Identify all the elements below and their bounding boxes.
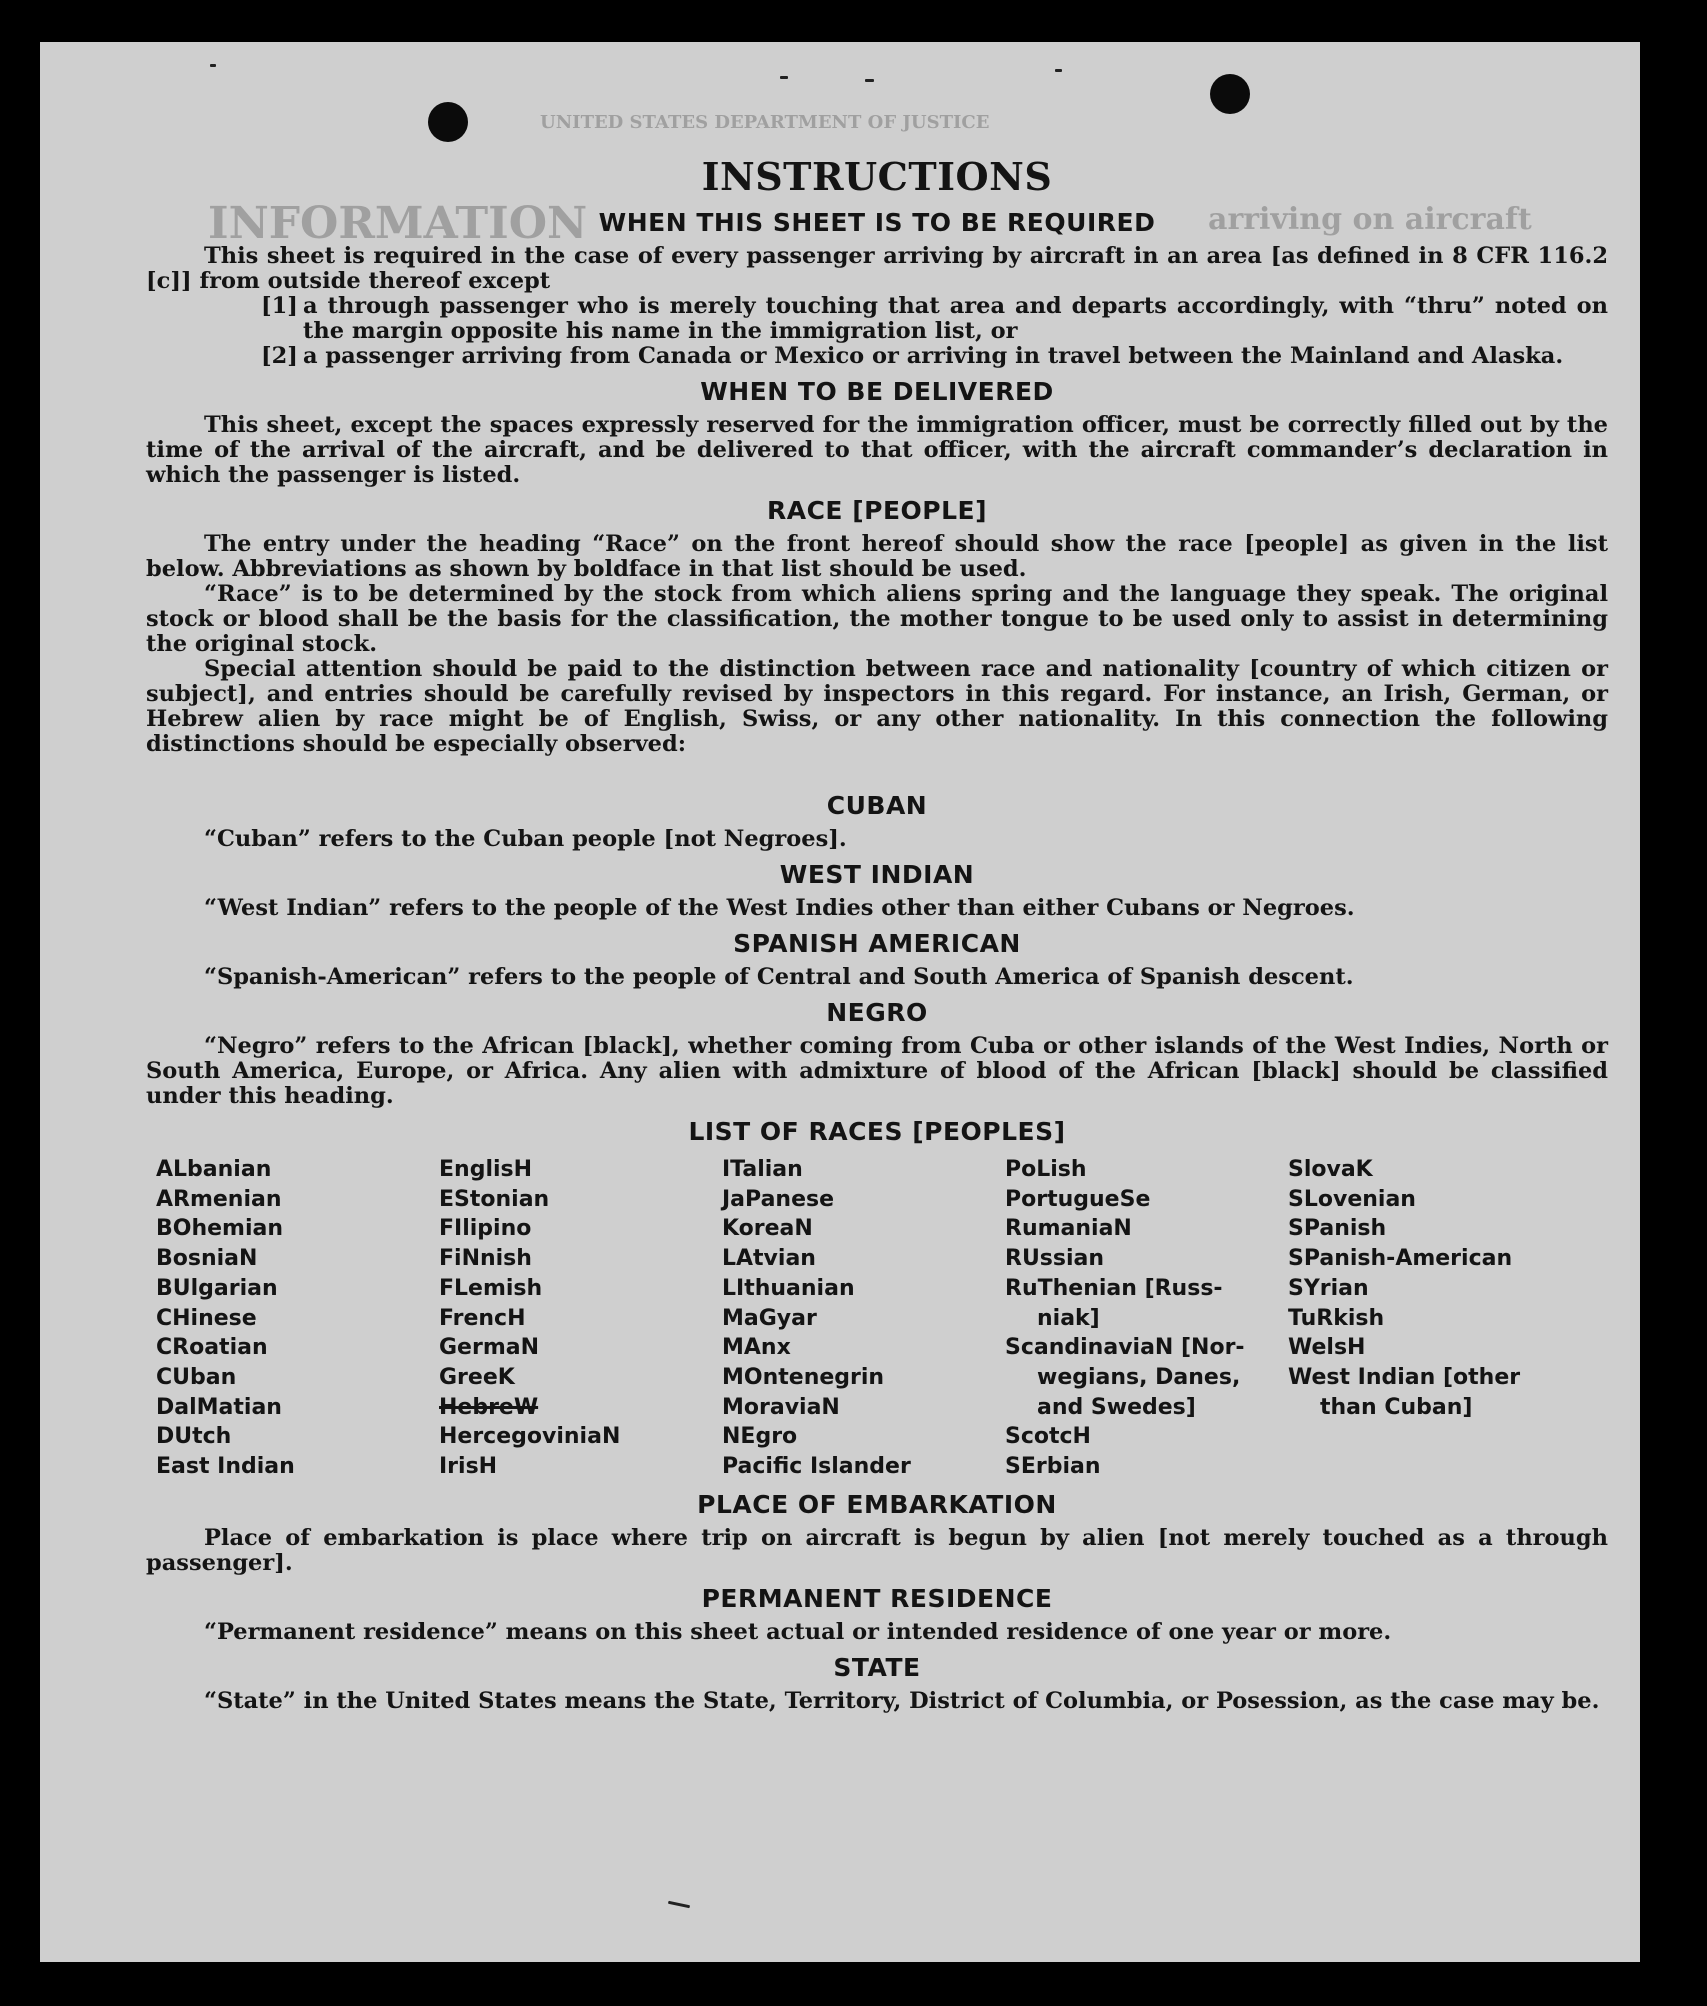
race-entry: CRoatian (156, 1335, 268, 1361)
race-entry: MOntenegrin (722, 1364, 885, 1390)
races-column-4 (1005, 1155, 1288, 1482)
speck (210, 64, 216, 67)
speck (668, 1901, 690, 1909)
negro-text: “Negro” refers to the African [black], whether coming from Cuba or other islands of the West Indies, North or South America, Europe, or Africa. Any alien with admixture of blood of the African [black] should be classified under this heading. (146, 1033, 1608, 1109)
embarkation-text: Place of embarkation is place where trip on aircraft is begun by alien [not merely touched as a through passenger]. (146, 1524, 1608, 1576)
race-entry: BosniaN (156, 1246, 258, 1272)
race-entry: SLovenian (1288, 1186, 1416, 1212)
instructions-content (146, 154, 1608, 1714)
race-entry-struck: HebreW (439, 1394, 539, 1420)
spanish-american-text: “Spanish-American” refers to the people of Central and South America of Spanish descent. (204, 964, 1354, 990)
race-entry-continuation: and Swedes] (1037, 1394, 1196, 1420)
race-entry: FiNnish (439, 1246, 532, 1272)
heading-list-of-races: LIST OF RACES [PEOPLES] (688, 1117, 1066, 1146)
race-entry: DalMatian (156, 1394, 282, 1420)
punch-hole-right (1210, 74, 1250, 114)
race-entry: PoLish (1005, 1157, 1087, 1182)
race-entry: FrencH (439, 1305, 526, 1331)
race-entry: West Indian [other (1288, 1364, 1521, 1390)
races-column-5 (1288, 1155, 1571, 1482)
state-text: “State” in the United States means the State, Territory, District of Columbia, or Posession, as the case may be. (204, 1687, 1600, 1714)
race-entry: ScandinaviaN [Nor- (1005, 1335, 1245, 1361)
race-entry: SErbian (1005, 1454, 1101, 1480)
races-column-2 (439, 1155, 722, 1482)
race-entry: FIlipino (439, 1216, 532, 1242)
race-paragraph-3: Special attention should be paid to the distinction between race and nationality [country of which citizen or subject], and entries should be carefully revised by inspectors in this regard. For instance, an Irish, German, or Hebrew alien by race might be of English, Swiss, or any other nationality. In this connection the following distinctions should be especially observed: (146, 656, 1608, 757)
cuban-text: “Cuban” refers to the Cuban people [not Negroes]. (204, 826, 847, 852)
race-entry: DUtch (156, 1424, 232, 1450)
race-entry: ARmenian (156, 1186, 282, 1212)
page-title: INSTRUCTIONS (701, 154, 1053, 199)
speck (780, 76, 788, 79)
race-entry: RuThenian [Russ- (1005, 1275, 1223, 1301)
document-page (40, 42, 1640, 1962)
race-entry: SlovaK (1288, 1157, 1373, 1182)
race-entry: Pacific Islander (722, 1454, 911, 1480)
bleed-through-title: INFORMATION (208, 198, 588, 249)
exception-item (261, 294, 1608, 344)
required-intro: This sheet is required in the case of every passenger arriving by aircraft in an area [as defined in 8 CFR 116.2 [c]] from outside thereof except (146, 243, 1608, 294)
race-entry: LIthuanian (722, 1275, 855, 1301)
heading-spanish-american: SPANISH AMERICAN (733, 929, 1021, 958)
race-entry: JaPanese (722, 1186, 835, 1212)
races-column-1 (156, 1155, 439, 1482)
speck (865, 79, 874, 82)
race-entry: ITalian (722, 1157, 803, 1182)
race-entry-continuation: niak] (1037, 1305, 1100, 1331)
races-list (156, 1155, 1608, 1482)
race-entry: HercegoviniaN (439, 1424, 621, 1450)
west-indian-text: “West Indian” refers to the people of the West Indies other than either Cubans or Negroes. (204, 895, 1355, 921)
race-entry: CUban (156, 1364, 237, 1390)
race-entry: KoreaN (722, 1216, 813, 1242)
race-entry: GermaN (439, 1335, 540, 1361)
race-entry: BUlgarian (156, 1275, 278, 1301)
race-entry-continuation: than Cuban] (1320, 1394, 1473, 1420)
race-paragraph-1: The entry under the heading “Race” on the front hereof should show the race [people] as given in the list below. Abbreviations as shown by boldface in that list should be used. (146, 531, 1608, 582)
heading-state: STATE (833, 1652, 921, 1682)
race-entry: GreeK (439, 1364, 515, 1390)
heading-place-of-embarkation: PLACE OF EMBARKATION (697, 1489, 1057, 1519)
race-entry: IrisH (439, 1454, 498, 1480)
race-entry-continuation: wegians, Danes, (1037, 1364, 1241, 1390)
race-entry: BOhemian (156, 1216, 284, 1242)
race-entry: FLemish (439, 1275, 543, 1301)
race-entry: MaGyar (722, 1305, 817, 1331)
race-entry: SPanish (1288, 1216, 1387, 1242)
race-paragraph-2: “Race” is to be determined by the stock from which aliens spring and the language they speak. The original stock or blood shall be the basis for the classification, the mother tongue to be used only to assist in determining the original stock. (146, 581, 1608, 657)
heading-when-delivered: WHEN TO BE DELIVERED (700, 377, 1054, 406)
race-entry: ScotcH (1005, 1424, 1091, 1450)
exception-item (261, 344, 1608, 369)
heading-west-indian: WEST INDIAN (779, 860, 975, 889)
item-text: a passenger arriving from Canada or Mexico or arriving in travel between the Mainland and Alaska. (303, 343, 1564, 369)
race-entry: EnglisH (439, 1157, 533, 1182)
race-entry: SYrian (1288, 1275, 1369, 1301)
race-entry: NEgro (722, 1424, 798, 1450)
heading-negro: NEGRO (826, 998, 928, 1027)
item-text: a through passenger who is merely touching that area and departs accordingly, with “thru” noted on the margin opposite his name in the immigration list, or (303, 293, 1608, 344)
race-entry: MAnx (722, 1335, 791, 1361)
bleed-through-subtitle: arriving on aircraft (1208, 202, 1532, 237)
race-entry: SPanish-American (1288, 1246, 1513, 1272)
bleed-through-agency: UNITED STATES DEPARTMENT OF JUSTICE (540, 112, 990, 133)
item-number: [2] (261, 343, 298, 369)
race-entry: RUssian (1005, 1246, 1105, 1272)
race-entry: WelsH (1288, 1335, 1366, 1361)
race-entry: RumaniaN (1005, 1216, 1132, 1242)
race-entry: LAtvian (722, 1246, 816, 1272)
residence-text: “Permanent residence” means on this sheet actual or intended residence of one year or more. (204, 1618, 1392, 1645)
heading-permanent-residence: PERMANENT RESIDENCE (701, 1583, 1053, 1613)
heading-cuban: CUBAN (826, 791, 928, 820)
race-entry: ALbanian (156, 1157, 272, 1182)
punch-hole-left (428, 102, 468, 142)
race-entry: CHinese (156, 1305, 257, 1331)
races-column-3 (722, 1155, 1005, 1482)
race-entry: EStonian (439, 1186, 550, 1212)
heading-race: RACE [PEOPLE] (766, 496, 988, 525)
delivered-text: This sheet, except the spaces expressly reserved for the immigration officer, must be correctly filled out by the time of the arrival of the aircraft, and be delivered to that officer, with the aircraft commander’s declaration in which the passenger is listed. (146, 412, 1608, 488)
race-entry: PortugueSe (1005, 1186, 1151, 1212)
race-entry: East Indian (156, 1454, 295, 1480)
heading-when-required: WHEN THIS SHEET IS TO BE REQUIRED (598, 208, 1156, 237)
race-entry: TuRkish (1288, 1305, 1385, 1331)
speck (1055, 69, 1062, 72)
race-entry: MoraviaN (722, 1394, 840, 1420)
item-number: [1] (261, 293, 298, 319)
